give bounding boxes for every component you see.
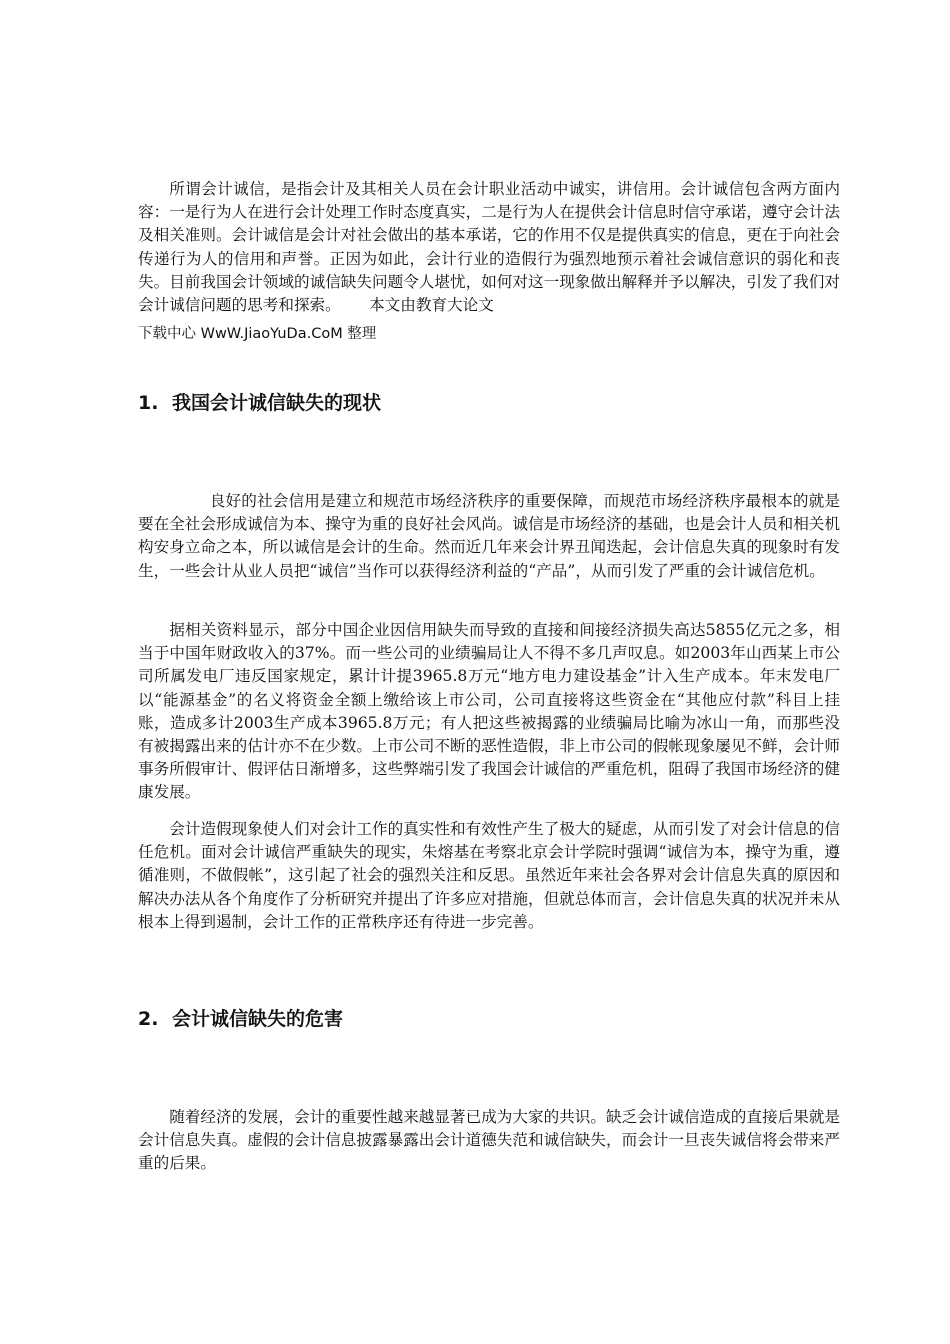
intro-paragraph: 所谓会计诚信，是指会计及其相关人员在会计职业活动中诚实，讲信用。会计诚信包含两方面内容：一是行为人在进行会计处理工作时态度真实，二是行为人在提供会计信息时信守承诺，遵守会计法及相关准则。会计诚信是会计对社会做出的基本承诺，它的作用不仅是提供真实的信息，更在于向社会传递行为人的信用和声誉。正因为如此，会计行业的造假行为强烈地预示着社会诚信意识的弱化和丧失。目前我国会计领域的诚信缺失问题令人堪忧，如何对这一现象做出解释并予以解决，引发了我们对会计诚信问题的思考和探索。 本文由教育大论文	[138, 180, 840, 315]
section1-paragraph-1: 良好的社会信用是建立和规范市场经济秩序的重要保障，而规范市场经济秩序最根本的就是要在全社会形成诚信为本、操守为重的良好社会风尚。诚信是市场经济的基础，也是会计人员和相关机构安身立命之本，所以诚信是会计的生命。然而近几年来会计界丑闻迭起，会计信息失真的现象时有发生，一些会计从业人员把“诚信”当作可以获得经济利益的“产品”，从而引发了严重的会计诚信危机。	[138, 492, 840, 580]
section-heading-1	[138, 388, 381, 415]
section-number-1: 1.	[138, 392, 159, 414]
section-title-1: 我国会计诚信缺失的现状	[172, 392, 382, 414]
intro-source-line	[138, 322, 840, 346]
section1-paragraph-3: 会计造假现象使人们对会计工作的真实性和有效性产生了极大的疑虑，从而引发了对会计信息的信任危机。面对会计诚信严重缺失的现实，朱熔基在考察北京会计学院时强调“诚信为本，操守为重，遵循准则，不做假帐”，这引起了社会的强烈关注和反思。虽然近年来社会各界对会计信息失真的原因和解决办法从各个角度作了分析研究并提出了许多应对措施，但就总体而言，会计信息失真的状况并未从根本上得到遏制，会计工作的正常秩序还有待进一步完善。	[138, 820, 840, 931]
section1-paragraph-2: 据相关资料显示，部分中国企业因信用缺失而导致的直接和间接经济损失高达5855亿元之多，相当于中国年财政收入的37%。而一些公司的业绩骗局让人不得不多几声叹息。如2003年山西某上市公司所属发电厂违反国家规定，累计计提3965.8万元“地方电力建设基金”计入生产成本。年末发电厂以“能源基金”的名义将资金全额上缴给该上市公司，公司直接将这些资金在“其他应付款”科目上挂账，造成多计2003生产成本3965.8万元；有人把这些被揭露的业绩骗局比喻为冰山一角，而那些没有被揭露出来的估计亦不在少数。上市公司不断的恶性造假，非上市公司的假帐现象屡见不鲜，会计师事务所假审计、假评估日渐增多，这些弊端引发了我国会计诚信的严重危机，阻碍了我国市场经济的健康发展。	[138, 621, 840, 802]
section-number-2: 2.	[138, 1008, 159, 1030]
section-heading-2	[138, 1004, 343, 1031]
section-title-2: 会计诚信缺失的危害	[172, 1008, 344, 1030]
section2-paragraph-1: 随着经济的发展，会计的重要性越来越显著已成为大家的共识。缺乏会计诚信造成的直接后果就是会计信息失真。虚假的会计信息披露暴露出会计道德失范和诚信缺失，而会计一旦丧失诚信将会带来严重的后果。	[138, 1108, 840, 1173]
source-line-text: 下载中心 WwW.JiaoYuDa.CoM 整理	[138, 326, 377, 342]
